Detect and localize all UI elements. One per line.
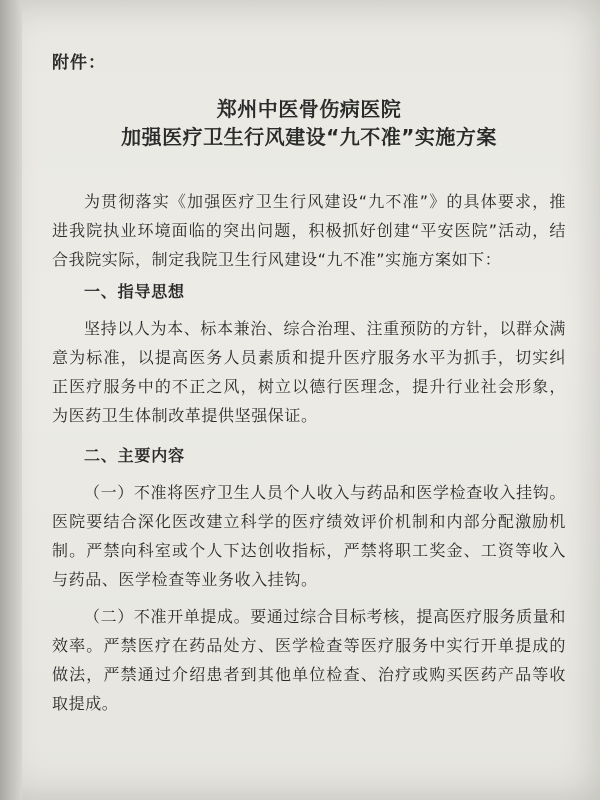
title-line-1: 郑州中医骨伤病医院 — [216, 97, 402, 121]
section-heading-guiding-ideology: 一、指导思想 — [84, 282, 185, 301]
attachment-label: 附件： — [52, 53, 106, 73]
section-heading-main-content: 二、主要内容 — [84, 446, 185, 465]
title-line-2: 加强医疗卫生行风建设“九不准”实施方案 — [121, 125, 497, 149]
item-spacer — [52, 594, 566, 602]
main-content-item-2: （二）不准开单提成。要通过综合目标考核，提高医疗服务质量和效率。严禁医疗在药品处方、医学检查等医疗服务中实行开单提成的做法，严禁通过介绍患者到其他单位检查、治疗或购买医药产品等收取提成。 — [52, 607, 566, 713]
intro-paragraph: 为贯彻落实《加强医疗卫生行风建设“九不准”》的具体要求，推进我院执业环境面临的突出问题，积极抓好创建“平安医院”活动，结合我院实际，制定我院卫生行风建设“九不准”实施方案如下： — [52, 192, 566, 269]
document-title — [52, 95, 566, 151]
document-body — [52, 48, 566, 718]
section-spacer — [52, 430, 566, 438]
main-content-item-1: （一）不准将医疗卫生人员个人收入与药品和医学检查收入挂钩。医院要结合深化医改建立科学的医疗绩效评价机制和内部分配激励机制。严禁向科室或个人下达创收指标，严禁将职工奖金、工资等收入与药品、医学检查等业务收入挂钩。 — [52, 483, 566, 589]
page-edge-shadow — [0, 0, 22, 800]
guiding-ideology-paragraph: 坚持以人为本、标本兼治、综合治理、注重预防的方针，以群众满意为标准，以提高医务人员素质和提升医疗服务水平为抓手，切实纠正医疗服务中的不正之风，树立以德行医理念，提升行业社会形象，为医药卫生体制改革提供坚强保证。 — [52, 319, 566, 425]
